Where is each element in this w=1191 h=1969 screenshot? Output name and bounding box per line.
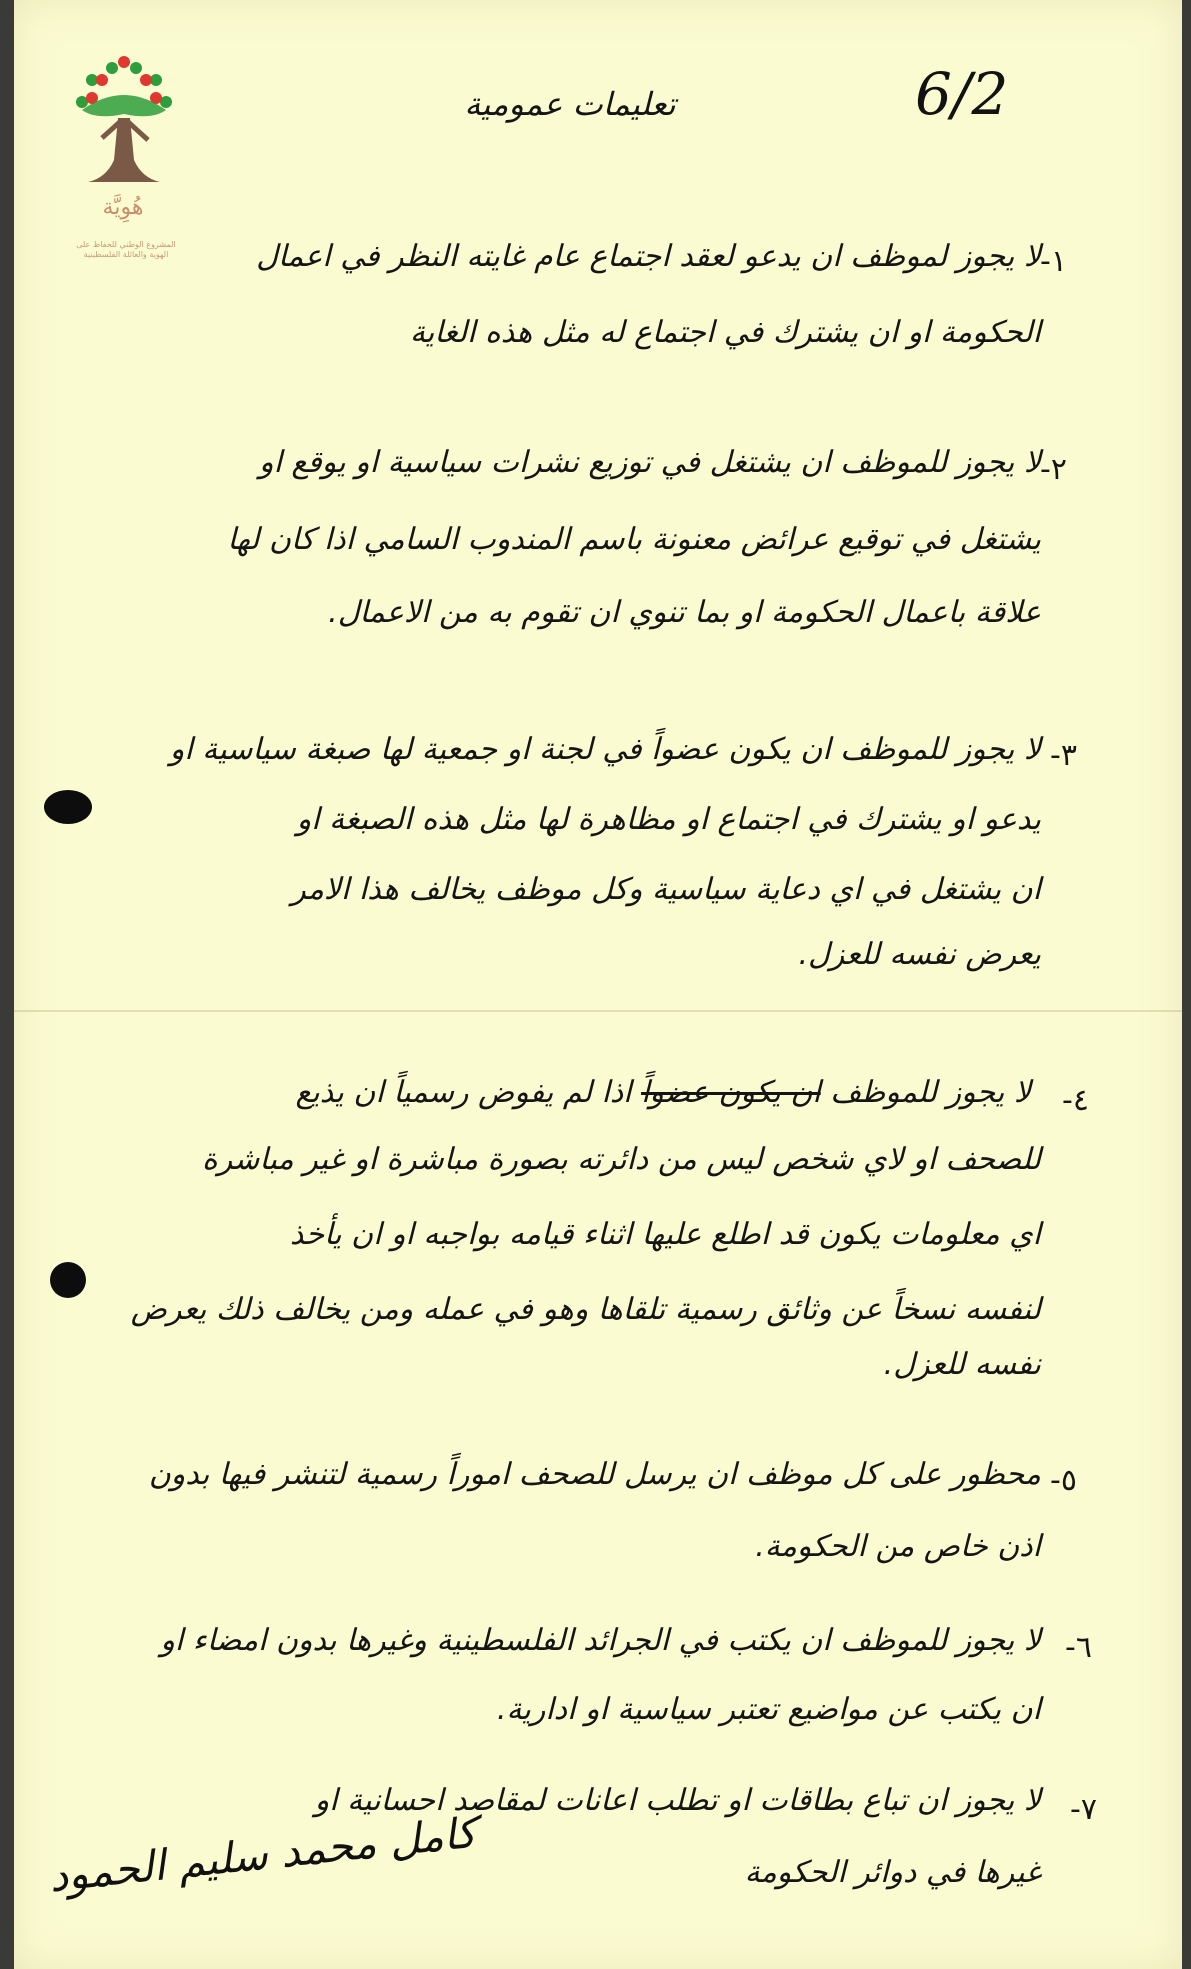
item-line: لا يجوز للموظف ان يكون عضواً في لجنة او جمعية لها صبغة سياسية او bbox=[169, 732, 1041, 767]
item-line: يشتغل في توقيع عرائض معنونة باسم المندوب السامي اذا كان لها bbox=[227, 522, 1041, 557]
item-number: ٢- bbox=[1040, 452, 1067, 487]
page-number: 6/2 bbox=[915, 60, 1009, 128]
item-line: لنفسه نسخاً عن وثائق رسمية تلقاها وهو في عمله ومن يخالف ذلك يعرض bbox=[130, 1292, 1041, 1327]
item-line: ان يكتب عن مواضيع تعتبر سياسية او ادارية. bbox=[496, 1692, 1041, 1727]
item-line: اذن خاص من الحكومة. bbox=[755, 1529, 1041, 1564]
item-line-segment: اذا لم يفوض رسمياً ان يذيع bbox=[295, 1075, 632, 1110]
paper-sheet bbox=[14, 0, 1182, 1969]
item-line: غيرها في دوائر الحكومة bbox=[744, 1855, 1041, 1890]
item-line: اي معلومات يكون قد اطلع عليها اثناء قيامه بواجبه او ان يأخذ bbox=[289, 1217, 1041, 1252]
item-line-first bbox=[31, 1075, 1031, 1110]
logo-wordmark: هُوِيَّة bbox=[102, 195, 144, 220]
item-line-segment: لا يجوز للموظف bbox=[830, 1075, 1031, 1110]
item-number: ٦- bbox=[1065, 1630, 1092, 1665]
signature: كامل محمد سليم الحمود bbox=[46, 1807, 479, 1902]
item-line: نفسه للعزل. bbox=[883, 1347, 1041, 1382]
item-line: لا يجوز للموظف ان يكتب في الجرائد الفلسطينية وغيرها بدون امضاء او bbox=[160, 1623, 1041, 1658]
item-line: يعرض نفسه للعزل. bbox=[798, 937, 1041, 972]
item-number: ٧- bbox=[1070, 1792, 1097, 1827]
item-line: ان يشتغل في اي دعاية سياسية وكل موظف يخالف هذا الامر bbox=[291, 872, 1041, 907]
item-line: الحكومة او ان يشترك في اجتماع له مثل هذه الغاية bbox=[409, 315, 1041, 350]
page-title: تعليمات عمومية bbox=[464, 85, 676, 123]
item-line: محظور على كل موظف ان يرسل للصحف اموراً رسمية لتنشر فيها بدون bbox=[148, 1457, 1041, 1492]
item-number: ٥- bbox=[1050, 1463, 1077, 1498]
ink-blot bbox=[44, 790, 92, 824]
item-line: يدعو او يشترك في اجتماع او مظاهرة لها مثل هذه الصبغة او bbox=[296, 802, 1041, 837]
tree-logo-icon bbox=[62, 50, 186, 260]
item-line: لا يجوز لموظف ان يدعو لعقد اجتماع عام غايته النظر في اعمال bbox=[256, 239, 1041, 274]
item-number: ١- bbox=[1040, 244, 1067, 279]
item-line: للصحف او لاي شخص ليس من دائرته بصورة مباشرة او غير مباشرة bbox=[202, 1142, 1041, 1177]
logo-tagline: المشروع الوطني للحفاظ على الهوية والعائلة الفلسطينية bbox=[76, 240, 176, 259]
item-number: ٤- bbox=[1062, 1083, 1089, 1118]
ink-blot bbox=[50, 1262, 86, 1298]
item-line: علاقة باعمال الحكومة او بما تنوي ان تقوم به من الاعمال. bbox=[328, 595, 1041, 630]
struck-out-text: ان يكون عضواً bbox=[641, 1075, 821, 1110]
fold-line bbox=[14, 1010, 1182, 1012]
item-number: ٣- bbox=[1050, 738, 1077, 773]
item-line: لا يجوز ان تباع بطاقات او تطلب اعانات لمقاصد احسانية او bbox=[314, 1783, 1041, 1818]
item-line: لا يجوز للموظف ان يشتغل في توزيع نشرات سياسية او يوقع او bbox=[259, 445, 1041, 480]
